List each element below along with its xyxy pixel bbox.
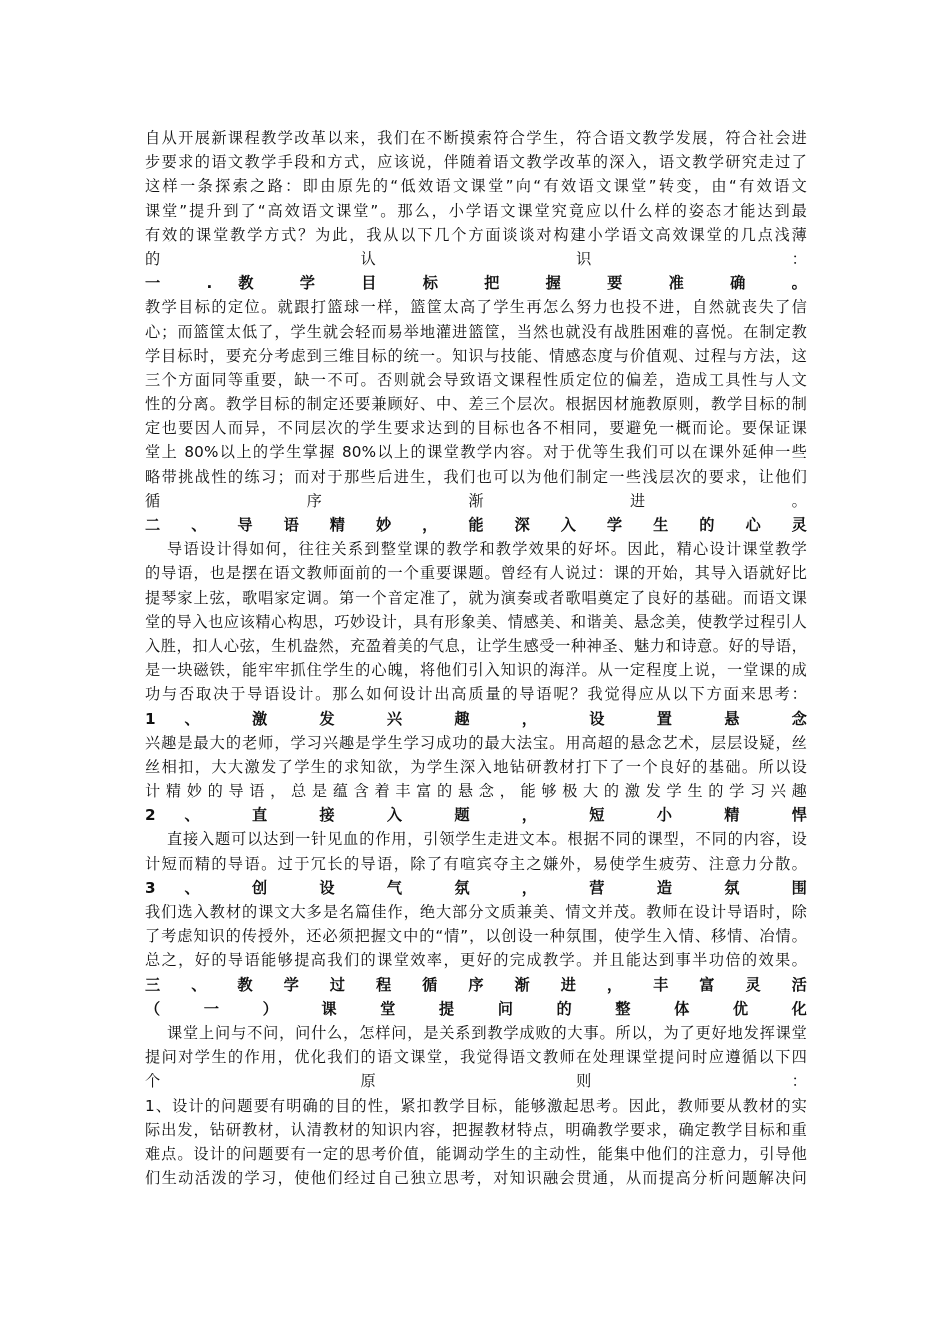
text-line: 计短而精的导语。过于冗长的导语，除了有喧宾夺主之嫌外，易使学生疲劳、注意力分散。 <box>145 854 807 873</box>
text-line: 教学目标的定位。就跟打篮球一样，篮筐太高了学生再怎么努力也投不进，自然就丧失了信 <box>145 298 807 317</box>
text-line: 2 、 直 接 入 题 ， 短 小 精 悍 <box>145 806 807 825</box>
text-line: 性的分离。教学目标的制定还要兼顾好、中、差三个层次。根据因材施教原则，教学目标的制 <box>145 395 807 414</box>
text-line: 的 认 识 ： <box>145 249 807 268</box>
text-line: 我们选入教材的课文大多是名篇佳作，绝大部分文质兼美、情文并茂。教师在设计导语时，除 <box>145 903 807 921</box>
text-line: 课堂上问与不问，问什么，怎样问，是关系到教学成败的大事。所以，为了更好地发挥课堂 <box>167 1023 807 1042</box>
text-line: 3 、 创 设 气 氛 ， 营 造 氛 围 <box>145 878 807 897</box>
text-line: 学目标时，要充分考虑到三维目标的统一。知识与技能、情感态度与价值观、过程与方法，这 <box>145 346 807 365</box>
text-line: 有效的课堂教学方式？为此，我从以下几个方面谈谈对构建小学语文高效课堂的几点浅薄 <box>145 225 807 244</box>
text-line: 定也要因人而异，不同层次的学生要求达到的目标也各不相同，要避免一概而论。要保证课 <box>145 419 807 438</box>
text-line: 们生动活泼的学习，使他们经过自己独立思考，对知识融会贯通，从而提高分析问题解决问 <box>145 1169 807 1188</box>
document-page <box>145 126 807 1190</box>
text-line: 二 、 导 语 精 妙 ， 能 深 入 学 生 的 心 灵 <box>145 516 807 534</box>
text-line: 个 原 则 ： <box>145 1072 807 1091</box>
text-line: 堂的导入也应该精心构思，巧妙设计，具有形象美、情感美、和谐美、悬念美，使教学过程引人 <box>145 612 807 631</box>
text-line: 堂上 80%以上的学生掌握 80%以上的课堂教学内容。对于优等生我们可以在课外延伸一些 <box>145 443 807 462</box>
text-line: 提琴家上弦，歌唱家定调。第一个音定准了，就为演奏或者歌唱奠定了良好的基础。而语文课 <box>145 588 807 607</box>
text-line: 是一块磁铁，能牢牢抓住学生的心魄，将他们引入知识的海洋。从一定程度上说，一堂课的成 <box>145 661 807 680</box>
text-line: 循 序 渐 进 。 <box>145 491 807 510</box>
text-line: 心；而篮筐太低了，学生就会轻而易举地灌进篮筐，当然也就没有战胜困难的喜悦。在制定教 <box>145 322 807 341</box>
text-line: 兴趣是最大的老师，学习兴趣是学生学习成功的最大法宝。用高超的悬念艺术，层层设疑，丝 <box>145 733 807 752</box>
text-line: 课堂”提升到了“高效语文课堂”。那么，小学语文课堂究竟应以什么样的姿态才能达到最 <box>145 201 807 220</box>
text-line: 这样一条探索之路：即由原先的“低效语文课堂”向“有效语文课堂”转变，由“有效语文 <box>145 177 807 196</box>
text-line: 了考虑知识的传授外，还必须把握文中的“情”，以创设一种氛围，使学生入情、移情、冶情。 <box>145 927 807 946</box>
text-line: 自从开展新课程教学改革以来，我们在不断摸索符合学生，符合语文教学发展，符合社会进 <box>145 129 807 147</box>
text-line: 三个方面同等重要，缺一不可。否则就会导致语文课程性质定位的偏差，造成工具性与人文 <box>145 370 807 389</box>
text-line: 总之，好的导语能够提高我们的课堂效率，更好的完成教学。并且能达到事半功倍的效果。 <box>145 951 807 970</box>
text-line: 入胜，扣人心弦，生机盎然，充盈着美的气息，让学生感受一种神圣、魅力和诗意。好的导语， <box>145 636 807 655</box>
text-line: 1 、 激 发 兴 趣 ， 设 置 悬 念 <box>145 709 807 728</box>
text-line: 略带挑战性的练习；而对于那些后进生，我们也可以为他们制定一些浅层次的要求，让他们 <box>145 467 807 486</box>
text-line: 一 . 教 学 目 标 把 握 要 准 确 。 <box>145 274 807 293</box>
text-line: 计 精 妙 的 导 语 ， 总 是 蕴 含 着 丰 富 的 悬 念 ， 能 够 极 大 的 激 发 学 生 的 学 习 兴 趣 <box>145 782 807 801</box>
text-line: 功与否取决于导语设计。那么如何设计出高质量的导语呢？我觉得应从以下方面来思考： <box>145 685 807 704</box>
text-line: 的导语，也是摆在语文教师面前的一个重要课题。曾经有人说过：课的开始，其导入语就好比 <box>145 564 807 583</box>
text-line: 直接入题可以达到一针见血的作用，引领学生走进文本。根据不同的课型，不同的内容，设 <box>167 830 807 849</box>
text-line: （ 一 ） 课 堂 提 问 的 整 体 优 化 <box>145 999 807 1018</box>
text-line: 步要求的语文教学手段和方式，应该说，伴随着语文教学改革的深入，语文教学研究走过了 <box>145 153 807 172</box>
text-line: 际出发，钻研教材，认清教材的知识内容，把握教材特点，明确教学要求，确定教学目标和重 <box>145 1120 807 1139</box>
text-line: 难点。设计的问题要有一定的思考价值，能调动学生的主动性，能集中他们的注意力，引导他 <box>145 1144 807 1163</box>
text-line: 提问对学生的作用，优化我们的语文课堂，我觉得语文教师在处理课堂提问时应遵循以下四 <box>145 1048 807 1067</box>
text-line: 1、设计的问题要有明确的目的性，紧扣教学目标，能够激起思考。因此，教师要从教材的实 <box>145 1096 807 1115</box>
text-line: 三 、 教 学 过 程 循 序 渐 进 ， 丰 富 灵 活 <box>145 975 807 994</box>
text-line: 丝相扣，大大激发了学生的求知欲，为学生深入地钻研教材打下了一个良好的基础。所以设 <box>145 757 807 776</box>
text-line: 导语设计得如何，往往关系到整堂课的教学和教学效果的好坏。因此，精心设计课堂教学 <box>167 540 807 559</box>
